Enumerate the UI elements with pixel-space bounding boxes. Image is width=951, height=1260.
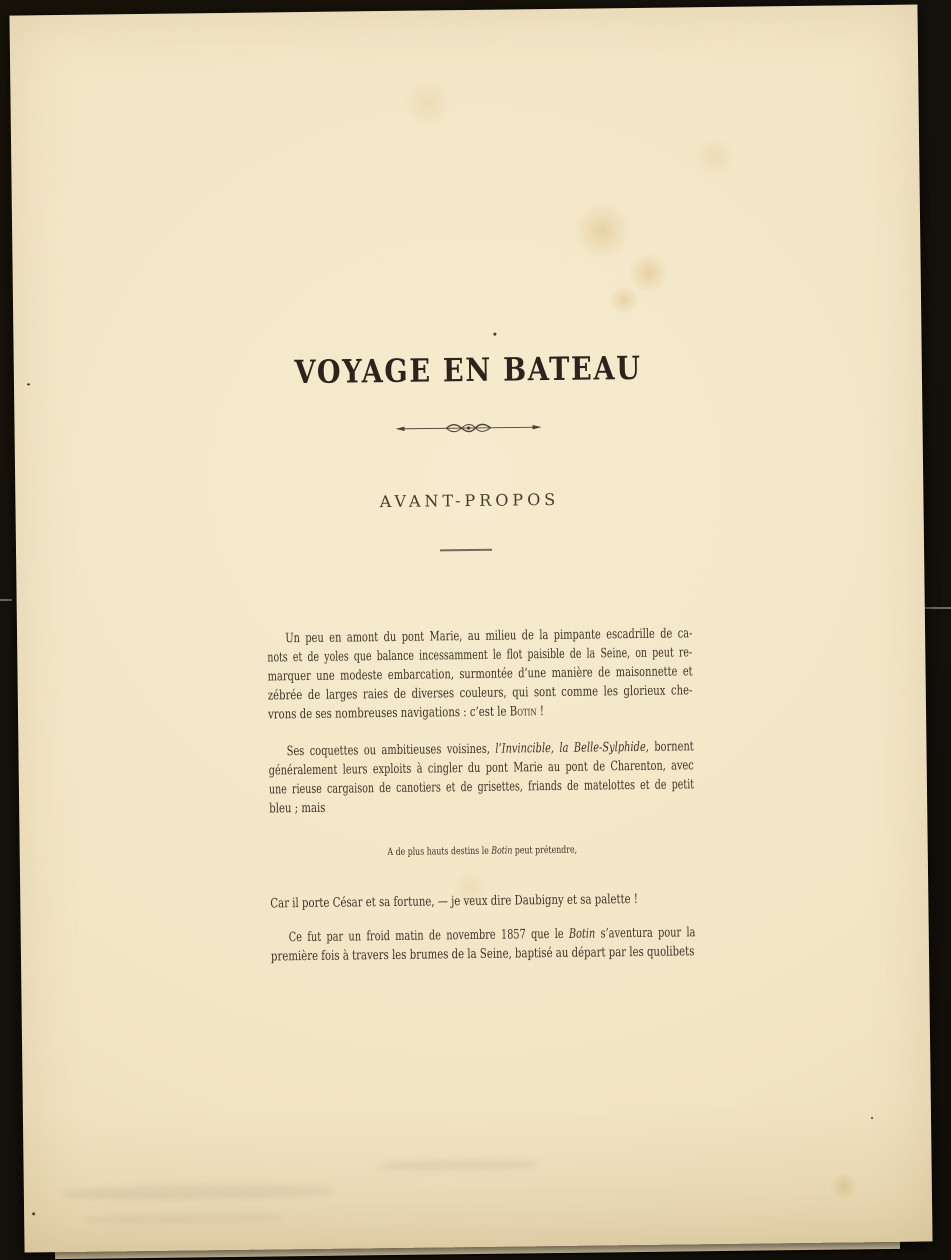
arrow-rule-ornament-icon [393, 418, 543, 438]
ink-speck [493, 333, 496, 336]
scanner-seam-left [0, 599, 12, 601]
pencil-smudge [84, 1212, 284, 1224]
ink-speck [871, 1117, 873, 1119]
pencil-smudge [62, 1184, 332, 1201]
text-line: zébrée de larges raies de diverses couleurs, qui sont comme les glorieux che- [267, 683, 693, 704]
foxing-stain [400, 80, 456, 126]
ink-speck [32, 1212, 35, 1215]
text-line: Ses coquettes ou ambitieuses voisines, l’Invincible, la Belle-Sylphide, bornent [286, 739, 694, 760]
text-line: marquer une modeste embarcation, surmontée d’une manière de maisonnette et [267, 664, 693, 685]
text-line: nots et de yoles que balance incessamment le flot paisible de la Seine, on peut re- [267, 645, 693, 666]
text-line: une rieuse cargaison de canotiers et de grisettes, friands de matelottes et de petit [268, 777, 695, 798]
para-1 [267, 624, 693, 724]
page-title-text: VOYAGE EN BATEAU [294, 349, 642, 392]
verse-line [270, 839, 695, 863]
text-line: Ce fut par un froid matin de novembre 1857 que le Botin s’aventura pour la [288, 925, 696, 946]
text-line: première fois à travers les brumes de la Seine, baptisé au départ par les quolibets [270, 944, 695, 965]
book-page [9, 4, 932, 1252]
foxing-stain [829, 1173, 859, 1199]
heading-rule-icon [440, 549, 492, 552]
foxing-stain [627, 253, 669, 294]
foxing-stain [609, 286, 639, 314]
text-line: vrons de ses nombreuses navigations : c’est le Botin ! [267, 704, 544, 723]
ornament-row [14, 413, 922, 446]
text-line: Car il porte César et sa fortune, — je veux dire Daubigny et sa palette ! [270, 891, 639, 912]
section-heading: AVANT-PROPOS [379, 489, 560, 512]
text-line: généralement leurs exploits à cingler du pont Marie au pont de Charenton, avec [268, 758, 694, 779]
text-block [267, 624, 696, 966]
text-line: Un peu en amont du pont Marie, au milieu de la pimpante escadrille de ca- [285, 626, 693, 647]
pencil-smudge [379, 1159, 539, 1171]
foxing-stain [691, 137, 737, 178]
text-line: A de plus hauts destins le Botin peut prétendre, [387, 844, 578, 859]
text-line: bleu ; mais [269, 800, 326, 817]
para-car [270, 889, 695, 913]
para-2 [268, 737, 694, 818]
foxing-stain [572, 203, 633, 259]
page-title [14, 348, 922, 394]
para-3 [271, 923, 696, 966]
